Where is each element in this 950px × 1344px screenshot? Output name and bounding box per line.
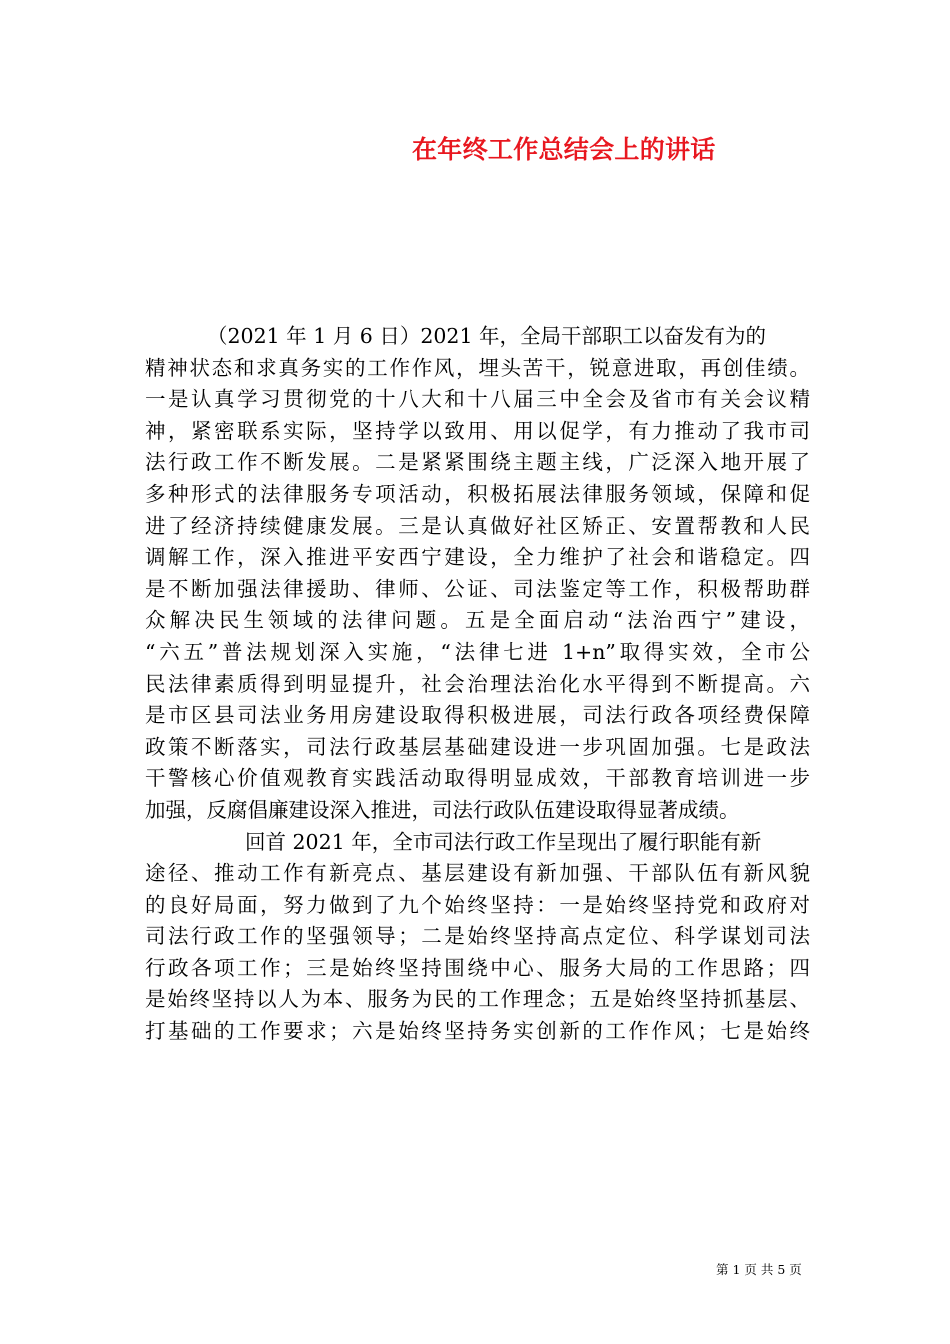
body-line: 法行政工作不断发展。二是紧紧围绕主题主线，广泛深入地开展了 — [145, 450, 810, 475]
body-line: 的良好局面，努力做到了九个始终坚持：一是始终坚持党和政府对 — [145, 892, 810, 917]
body-line: 精神状态和求真务实的工作作风，埋头苦干，锐意进取，再创佳绩。 — [145, 355, 810, 380]
body-line: 众解决民生领域的法律问题。五是全面启动“法治西宁”建设， — [145, 608, 810, 633]
body-line: 进了经济持续健康发展。三是认真做好社区矫正、安置帮教和人民 — [145, 513, 810, 538]
body-line: （2021 年 1 月 6 日）2021 年，全局干部职工以奋发有为的 — [207, 324, 767, 348]
body-line: 是不断加强法律援助、律师、公证、司法鉴定等工作，积极帮助群 — [145, 576, 810, 601]
body-line: 打基础的工作要求；六是始终坚持务实创新的工作作风；七是始终 — [145, 1019, 810, 1044]
body-line: 一是认真学习贯彻党的十八大和十八届三中全会及省市有关会议精 — [145, 387, 810, 412]
body-line: 司法行政工作的坚强领导；二是始终坚持高点定位、科学谋划司法 — [145, 924, 810, 949]
body-line: 是始终坚持以人为本、服务为民的工作理念；五是始终坚持抓基层、 — [145, 987, 810, 1012]
body-line: 途径、推动工作有新亮点、基层建设有新加强、干部队伍有新风貌 — [145, 861, 810, 886]
document-title: 在年终工作总结会上的讲话 — [412, 135, 716, 164]
body-line: 行政各项工作；三是始终坚持围绕中心、服务大局的工作思路；四 — [145, 955, 810, 980]
body-line: 是市区县司法业务用房建设取得积极进展，司法行政各项经费保障 — [145, 703, 810, 728]
body-line: 民法律素质得到明显提升，社会治理法治化水平得到不断提高。六 — [145, 671, 810, 696]
body-line: 多种形式的法律服务专项活动，积极拓展法律服务领域，保障和促 — [145, 481, 810, 506]
body-line: 回首 2021 年，全市司法行政工作呈现出了履行职能有新 — [245, 829, 762, 854]
body-line: 加强，反腐倡廉建设深入推进，司法行政队伍建设取得显著成绩。 — [145, 797, 740, 822]
body-line: 调解工作，深入推进平安西宁建设，全力维护了社会和谐稳定。四 — [145, 545, 810, 570]
body-line: 神，紧密联系实际，坚持学以致用、用以促学，有力推动了我市司 — [145, 418, 810, 443]
page-number: 第 1 页 共 5 页 — [716, 1262, 802, 1277]
body-line: 政策不断落实，司法行政基层基础建设进一步巩固加强。七是政法 — [145, 734, 810, 759]
body-line: 干警核心价值观教育实践活动取得明显成效，干部教育培训进一步 — [145, 766, 810, 791]
document-body — [145, 321, 810, 1048]
body-line: “六五”普法规划深入实施，“法律七进 1+n”取得实效，全市公 — [145, 639, 810, 664]
